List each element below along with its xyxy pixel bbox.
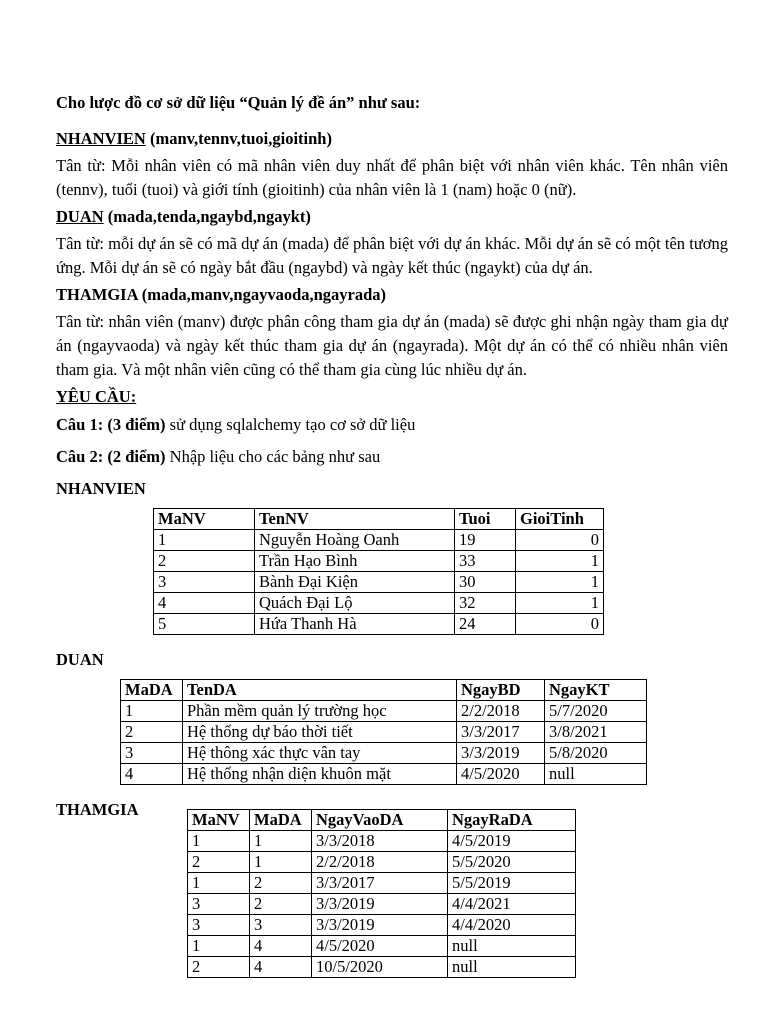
table-cell: Quách Đại Lộ <box>255 593 455 614</box>
table-cell: 2/2/2018 <box>457 701 545 722</box>
table-cell: Hứa Thanh Hà <box>255 614 455 635</box>
schema-thamgia-description: Tân từ: nhân viên (manv) được phân công tham gia dự án (mada) sẽ được ghi nhận ngày tham gia dự án (ngayvaoda) và ngày kết thúc tham gia dự án (ngayrada). Một dự án có thể có nhiều nhân viên tham gia. Và một nhân viên cũng có thể tham gia cùng lúc nhiều dự án. <box>56 312 728 379</box>
table-row <box>154 551 604 572</box>
table-cell: 3 <box>188 915 250 936</box>
table-cell: 24 <box>455 614 516 635</box>
question-2 <box>56 446 728 468</box>
table-cell: 4/5/2020 <box>457 764 545 785</box>
table-header-cell: TenDA <box>183 680 457 701</box>
table-row <box>121 701 647 722</box>
table-cell: Trần Hạo Bình <box>255 551 455 572</box>
table-cell: 32 <box>455 593 516 614</box>
table-cell: 19 <box>455 530 516 551</box>
table-row <box>154 614 604 635</box>
table-cell: 3 <box>154 572 255 593</box>
table-cell: 3/8/2021 <box>545 722 647 743</box>
table-cell: 4 <box>121 764 183 785</box>
table-duan <box>120 679 647 785</box>
table-row <box>188 894 576 915</box>
table-cell: 1 <box>188 936 250 957</box>
table-cell: 1 <box>516 572 604 593</box>
table-cell: 1 <box>121 701 183 722</box>
table-cell: 2 <box>121 722 183 743</box>
question-2-text: Nhập liệu cho các bảng như sau <box>165 447 381 466</box>
table-cell: 3/3/2017 <box>312 873 448 894</box>
table-row <box>188 936 576 957</box>
table-cell: 1 <box>250 831 312 852</box>
table-header-cell: MaDA <box>121 680 183 701</box>
table-cell: 1 <box>188 831 250 852</box>
table-cell: 4/5/2020 <box>312 936 448 957</box>
table-cell: 4 <box>250 936 312 957</box>
table-cell: 0 <box>516 530 604 551</box>
table-duan-label: DUAN <box>56 650 104 669</box>
table-header-cell: Tuoi <box>455 509 516 530</box>
table-cell: 2 <box>188 957 250 978</box>
schema-thamgia <box>56 284 728 306</box>
table-row <box>188 957 576 978</box>
table-header-row <box>188 810 576 831</box>
table-cell: 3 <box>188 894 250 915</box>
table-cell: 4/5/2019 <box>448 831 576 852</box>
table-cell: 4/4/2021 <box>448 894 576 915</box>
table-cell: 33 <box>455 551 516 572</box>
schema-thamgia-fields: (mada,manv,ngayvaoda,ngayrada) <box>141 285 387 304</box>
table-cell: 3 <box>250 915 312 936</box>
table-header-cell: GioiTinh <box>516 509 604 530</box>
schema-nhanvien <box>56 128 728 150</box>
table-header-row <box>121 680 647 701</box>
question-1 <box>56 414 728 436</box>
table-row <box>188 852 576 873</box>
table-cell: null <box>448 936 576 957</box>
table-cell: 5/5/2019 <box>448 873 576 894</box>
table-cell: 1 <box>516 593 604 614</box>
schema-duan-fields: (mada,tenda,ngaybd,ngaykt) <box>107 207 311 226</box>
table-cell: 5/5/2020 <box>448 852 576 873</box>
table-cell: null <box>545 764 647 785</box>
table-header-cell: NgayRaDA <box>448 810 576 831</box>
table-cell: Bành Đại Kiện <box>255 572 455 593</box>
table-cell: Hệ thống dự báo thời tiết <box>183 722 457 743</box>
schema-nhanvien-description: Tân từ: Mỗi nhân viên có mã nhân viên duy nhất để phân biệt với nhân viên khác. Tên nhân viên (tennv), tuổi (tuoi) và giới tính (gioitinh) của nhân viên là 1 (nam) hoặc 0 (nữ). <box>56 156 728 199</box>
schema-duan-name: DUAN <box>56 207 104 226</box>
intro-heading: Cho lược đồ cơ sở dữ liệu “Quản lý đề án” như sau: <box>56 93 421 112</box>
table-cell: 3/3/2019 <box>457 743 545 764</box>
table-cell: 0 <box>516 614 604 635</box>
table-cell: 1 <box>188 873 250 894</box>
table-cell: 2 <box>250 894 312 915</box>
table-row <box>188 873 576 894</box>
table-row <box>121 764 647 785</box>
table-cell: Hệ thống nhận diện khuôn mặt <box>183 764 457 785</box>
table-cell: 4/4/2020 <box>448 915 576 936</box>
table-cell: 3/3/2019 <box>312 894 448 915</box>
table-thamgia-label: THAMGIA <box>56 800 139 819</box>
schema-duan-description: Tân từ: mỗi dự án sẽ có mã dự án (mada) để phân biệt với dự án khác. Mỗi dự án sẽ có một tên tương ứng. Mỗi dự án sẽ có ngày bắt đầu (ngaybd) và ngày kết thúc (ngaykt) của dự án. <box>56 234 728 277</box>
table-row <box>154 530 604 551</box>
table-header-cell: TenNV <box>255 509 455 530</box>
table-cell: 4 <box>154 593 255 614</box>
table-cell: 5 <box>154 614 255 635</box>
table-row <box>121 722 647 743</box>
table-cell: 3 <box>121 743 183 764</box>
table-row <box>121 743 647 764</box>
table-cell: null <box>448 957 576 978</box>
question-2-label: Câu 2: (2 điểm) <box>56 447 166 466</box>
table-nhanvien <box>153 508 604 635</box>
table-header-row <box>154 509 604 530</box>
document-page <box>56 92 728 978</box>
table-cell: 5/7/2020 <box>545 701 647 722</box>
table-cell: 4 <box>250 957 312 978</box>
table-cell: 1 <box>154 530 255 551</box>
question-1-text: sử dụng sqlalchemy tạo cơ sở dữ liệu <box>165 415 416 434</box>
schema-nhanvien-fields: (manv,tennv,tuoi,gioitinh) <box>149 129 332 148</box>
table-header-cell: MaNV <box>188 810 250 831</box>
schema-nhanvien-name: NHANVIEN <box>56 129 146 148</box>
table-cell: 3/3/2018 <box>312 831 448 852</box>
table-row <box>154 572 604 593</box>
table-cell: Nguyễn Hoàng Oanh <box>255 530 455 551</box>
schema-duan <box>56 206 728 228</box>
table-cell: 1 <box>250 852 312 873</box>
question-1-label: Câu 1: (3 điểm) <box>56 415 166 434</box>
table-header-cell: MaDA <box>250 810 312 831</box>
table-row <box>188 915 576 936</box>
schema-thamgia-name: THAMGIA <box>56 285 138 304</box>
table-cell: 3/3/2017 <box>457 722 545 743</box>
table-cell: 1 <box>516 551 604 572</box>
table-cell: 2 <box>154 551 255 572</box>
table-cell: 30 <box>455 572 516 593</box>
table-header-cell: NgayKT <box>545 680 647 701</box>
table-cell: Phần mềm quản lý trường học <box>183 701 457 722</box>
table-thamgia <box>187 809 576 978</box>
table-cell: 3/3/2019 <box>312 915 448 936</box>
table-row <box>188 831 576 852</box>
table-header-cell: NgayBD <box>457 680 545 701</box>
table-cell: 2/2/2018 <box>312 852 448 873</box>
table-cell: 5/8/2020 <box>545 743 647 764</box>
table-cell: Hệ thông xác thực vân tay <box>183 743 457 764</box>
table-cell: 10/5/2020 <box>312 957 448 978</box>
table-header-cell: NgayVaoDA <box>312 810 448 831</box>
requirements-heading: YÊU CẦU: <box>56 387 137 406</box>
table-nhanvien-label: NHANVIEN <box>56 479 146 498</box>
table-header-cell: MaNV <box>154 509 255 530</box>
table-cell: 2 <box>250 873 312 894</box>
table-cell: 2 <box>188 852 250 873</box>
table-row <box>154 593 604 614</box>
